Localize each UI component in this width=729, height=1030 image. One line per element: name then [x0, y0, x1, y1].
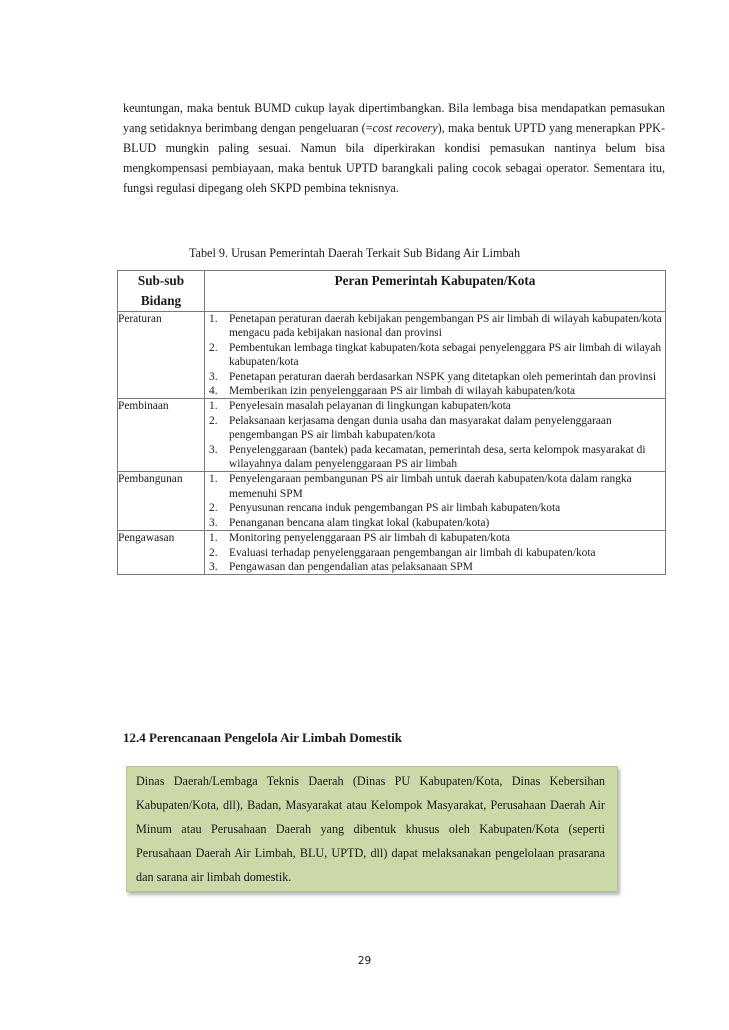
- list-item-text: Pengawasan dan pengendalian atas pelaksanaan SPM: [229, 560, 473, 573]
- list-item: [205, 341, 665, 370]
- list-item: [205, 472, 665, 501]
- list-item-number: 1.: [209, 400, 218, 413]
- list-item-text: Monitoring penyelenggaraan PS air limbah di kabupaten/kota: [229, 532, 510, 545]
- table-row: [118, 472, 666, 531]
- row-roles: [205, 531, 666, 575]
- list-item: [205, 414, 665, 443]
- list-item: [205, 531, 665, 545]
- header-peran: Peran Pemerintah Kabupaten/Kota: [205, 271, 666, 312]
- highlight-box: [126, 766, 618, 892]
- list-item-number: 1.: [209, 313, 218, 325]
- header-sub-bidang: Sub-sub Bidang: [118, 271, 205, 312]
- row-sub-bidang: Pengawasan: [118, 531, 205, 575]
- list-item-number: 1.: [209, 473, 218, 486]
- row-sub-bidang: Pembangunan: [118, 472, 205, 531]
- list-item-number: 2.: [209, 502, 218, 515]
- list-item: [205, 516, 665, 530]
- row-roles: [205, 472, 666, 531]
- list-item-number: 3.: [209, 443, 218, 456]
- list-item-text: Penyusunan rencana induk pengembangan PS air limbah kabupaten/kota: [229, 502, 561, 515]
- list-item-number: 1.: [209, 532, 218, 545]
- row-roles: [205, 399, 666, 472]
- list-item-number: 2.: [209, 341, 218, 354]
- list-item-text: Memberikan izin penyelenggaraan PS air limbah di wilayah kabupaten/kota: [229, 385, 576, 398]
- list-item-number: 2.: [209, 414, 218, 427]
- list-item: [205, 384, 665, 398]
- table-row: [118, 399, 666, 472]
- list-item-number: 4.: [209, 385, 218, 398]
- list-item-text: Penyelengaraan pembangunan PS air limbah untuk daerah kabupaten/kota dalam rangka memenuhi SPM: [229, 473, 632, 500]
- table-row: [118, 531, 666, 575]
- list-item-text: Penetapan peraturan daerah berdasarkan NSPK yang ditetapkan oleh pemerintah dan provinsi: [229, 370, 656, 383]
- list-item: [205, 546, 665, 560]
- role-list: [205, 399, 665, 471]
- row-sub-bidang: Pembinaan: [118, 399, 205, 472]
- list-item-text: Pelaksanaan kerjasama dengan dunia usaha dan masyarakat dalam penyelenggaraan pengembangan PS air limbah kabupaten/kota: [229, 414, 612, 442]
- table-caption-text: Tabel 9. Urusan Pemerintah Daerah Terkait Sub Bidang Air Limbah: [188, 246, 521, 260]
- role-list: [205, 531, 665, 574]
- regional-government-table: [117, 270, 666, 575]
- list-item: [205, 399, 665, 413]
- list-item: [205, 560, 665, 574]
- intro-paragraph: [123, 98, 665, 198]
- role-list: [205, 312, 665, 398]
- list-item-number: 2.: [209, 546, 218, 559]
- list-item-text: Penyelenggaraan (bantek) pada kecamatan, pemerintah desa, serta kelompok masyarakat di wilayahnya dalam penyelenggaraan PS air limbah: [229, 443, 646, 471]
- role-list: [205, 472, 665, 530]
- list-item-text: Penyelesain masalah pelayanan di lingkungan kabupaten/kota: [229, 400, 511, 413]
- list-item: [205, 501, 665, 515]
- list-item: [205, 443, 665, 472]
- row-roles: [205, 312, 666, 399]
- list-item-number: 3.: [209, 516, 218, 529]
- table-body: [118, 312, 666, 575]
- table-caption: [0, 246, 729, 261]
- list-item-number: 3.: [209, 560, 218, 573]
- intro-text-start: keuntungan, maka bentuk BUMD cukup layak dipertimbangkan. Bila lembaga bisa mendapatkan pemasukan yang setidaknya berimbang dengan pengeluaran (=: [123, 101, 665, 135]
- list-item-number: 3.: [209, 370, 218, 383]
- list-item: [205, 370, 665, 384]
- list-item-text: Pembentukan lembaga tingkat kabupaten/kota sebagai penyelenggara PS air limbah di wilayah kabupaten/kota: [229, 341, 662, 369]
- table-row: [118, 312, 666, 399]
- list-item-text: Evaluasi terhadap penyelenggaraan pengembangan air limbah di kabupaten/kota: [229, 546, 596, 559]
- section-heading: 12.4 Perencanaan Pengelola Air Limbah Domestik: [123, 730, 403, 745]
- table-header-row: [118, 271, 666, 312]
- intro-italic-term: cost recovery: [372, 121, 438, 135]
- page-number: 29: [357, 955, 372, 967]
- intro-text-end: ), maka bentuk UPTD yang menerapkan PPK-BLUD mungkin paling sesuai. Namun bila diperkirakan kondisi pemasukan nantinya belum bisa mengkompensasi pembiayaan, maka bentuk UPTD barangkali paling cocok sebagai operator. Sementara itu, fungsi regulasi dipegang oleh SKPD pembina teknisnya.: [123, 121, 666, 195]
- list-item-text: Penetapan peraturan daerah kebijakan pengembangan PS air limbah di wilayah kabupaten/kota mengacu pada kebijakan nasional dan provinsi: [229, 313, 662, 340]
- list-item: [205, 312, 665, 341]
- list-item-text: Penanganan bencana alam tingkat lokal (kabupaten/kota): [229, 516, 490, 529]
- row-sub-bidang: Peraturan: [118, 312, 205, 399]
- highlight-box-text: Dinas Daerah/Lembaga Teknis Daerah (Dinas PU Kabupaten/Kota, Dinas Kebersihan Kabupaten/Kota, dll), Badan, Masyarakat atau Kelompok Masyarakat, Perusahaan Daerah Air Minum atau Perusahaan Daerah yang dibentuk khusus oleh Kabupaten/Kota (seperti Perusahaan Daerah Air Limbah, BLU, UPTD, dll) dapat melaksanakan pengelolaan prasarana dan sarana air limbah domestik.: [136, 774, 605, 884]
